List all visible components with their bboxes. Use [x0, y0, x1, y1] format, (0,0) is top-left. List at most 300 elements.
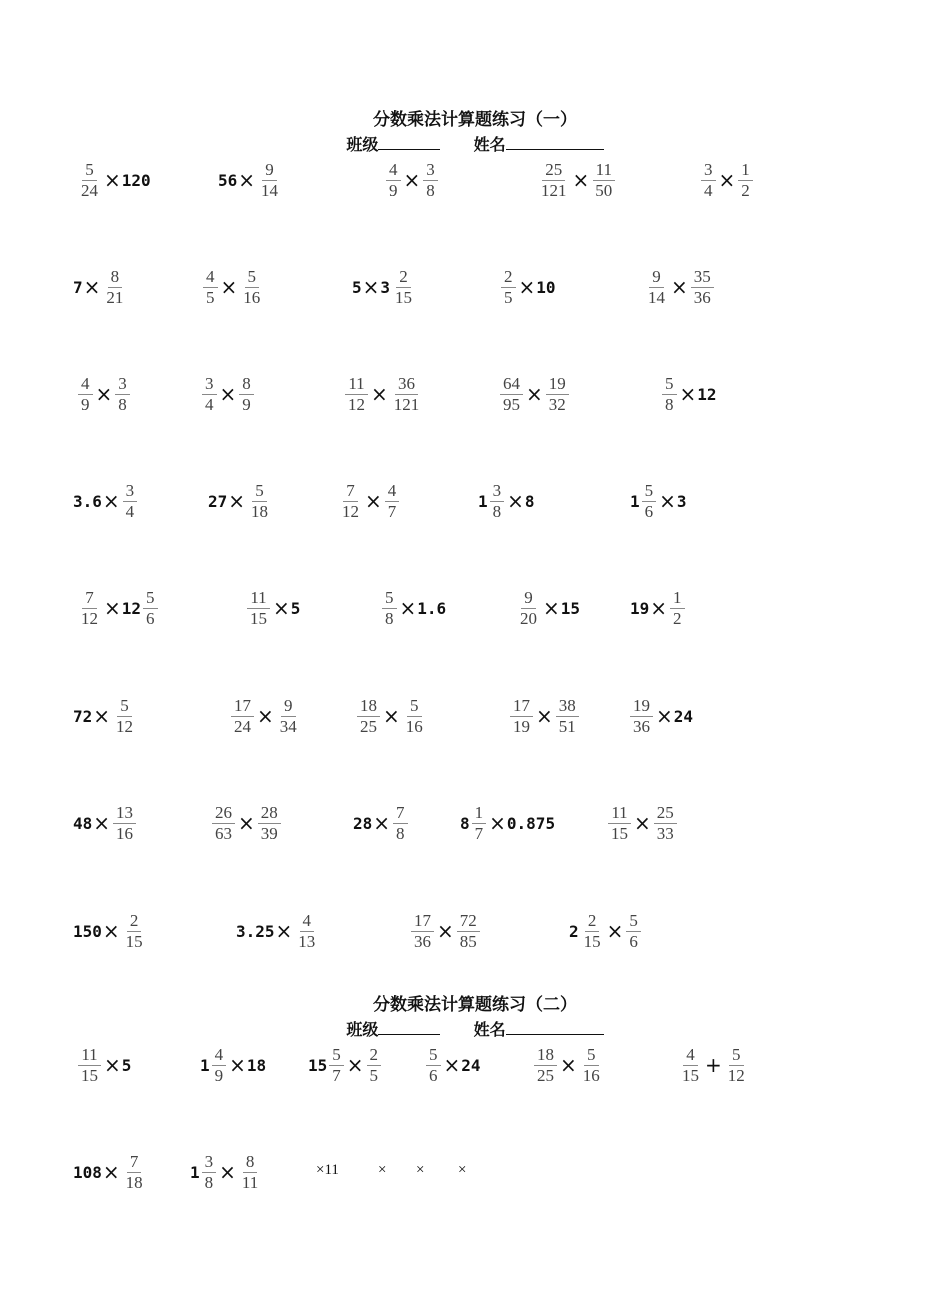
problem-expression — [73, 1144, 148, 1200]
numerator: 2 — [127, 911, 142, 932]
numerator: 2 — [396, 267, 411, 288]
denominator: 4 — [704, 180, 713, 200]
numerator: 25 — [654, 803, 677, 824]
numerator: 19 — [630, 696, 653, 717]
problem-expression — [73, 688, 138, 744]
denominator: 15 — [395, 287, 413, 307]
numerator: 13 — [113, 803, 136, 824]
times-operator: × — [443, 1053, 461, 1077]
fraction — [345, 374, 368, 415]
fraction — [510, 696, 533, 737]
denominator: 25 — [360, 716, 377, 736]
denominator: 7 — [332, 1065, 341, 1085]
fraction — [393, 803, 408, 844]
numerator: 3 — [123, 481, 138, 502]
denominator: 15 — [611, 823, 628, 843]
number: 19 — [630, 598, 650, 618]
numerator: 64 — [500, 374, 523, 395]
number: 8 — [460, 813, 470, 833]
times-operator: × — [403, 168, 421, 192]
numerator: 4 — [683, 1045, 698, 1066]
numerator: 36 — [395, 374, 418, 395]
numerator: 5 — [642, 481, 657, 502]
numerator: 3 — [490, 481, 505, 502]
denominator: 15 — [583, 931, 601, 951]
problem-expression — [460, 795, 555, 851]
problem-expression — [355, 688, 428, 744]
times-operator: × — [102, 919, 120, 943]
fraction — [630, 696, 653, 737]
fraction — [472, 803, 487, 844]
numerator: 8 — [243, 1152, 258, 1173]
fraction — [248, 481, 271, 522]
denominator: 15 — [682, 1065, 699, 1085]
fraction — [501, 267, 516, 308]
numerator: 5 — [584, 1045, 599, 1066]
number: 24 — [673, 706, 694, 726]
numerator: 9 — [281, 696, 296, 717]
denominator: 18 — [251, 501, 269, 521]
denominator: 5 — [369, 1065, 379, 1085]
fraction — [679, 1045, 702, 1086]
numerator: 38 — [556, 696, 579, 717]
times-operator: × — [220, 275, 238, 299]
section-2-title: 分数乘法计算题练习（二） — [373, 995, 577, 1015]
numerator: 8 — [108, 267, 123, 288]
numerator: 4 — [386, 160, 401, 181]
fraction — [202, 1152, 217, 1193]
times-operator: × — [102, 489, 120, 513]
denominator: 63 — [215, 823, 232, 843]
fraction — [103, 267, 126, 308]
fraction — [386, 160, 401, 201]
times-operator: × — [95, 382, 113, 406]
fraction — [556, 696, 579, 737]
fraction — [382, 588, 397, 629]
fraction — [701, 160, 716, 201]
denominator: 8 — [492, 501, 502, 521]
numerator: 18 — [357, 696, 380, 717]
number: 1 — [190, 1162, 200, 1182]
denominator: 9 — [81, 394, 90, 414]
problem-expression — [384, 152, 440, 208]
denominator: 6 — [644, 501, 654, 521]
problem-expression — [606, 795, 679, 851]
denominator: 14 — [648, 287, 665, 307]
problem-expression — [699, 152, 755, 208]
fraction — [277, 696, 300, 737]
number: 5 — [290, 598, 301, 618]
fraction — [691, 267, 714, 308]
problem-expression — [200, 1037, 266, 1093]
denominator: 21 — [106, 287, 124, 307]
problem-expression — [677, 1037, 750, 1093]
denominator: 24 — [234, 716, 251, 736]
denominator: 36 — [693, 287, 711, 307]
problem-expression — [569, 903, 643, 959]
numerator: 1 — [738, 160, 753, 181]
problem-expression — [515, 580, 580, 636]
numerator: 11 — [247, 588, 269, 609]
fraction — [642, 481, 657, 522]
name-label: 姓名 — [473, 1020, 506, 1039]
denominator: 15 — [81, 1065, 98, 1085]
number: 3.6 — [73, 491, 102, 511]
number: 150 — [73, 921, 102, 941]
fraction — [339, 481, 362, 522]
number: 48 — [73, 813, 93, 833]
number: 24 — [461, 1055, 481, 1075]
times-operator: × — [507, 489, 524, 513]
problem-expression — [630, 473, 687, 529]
problem-expression — [73, 259, 128, 315]
fraction — [403, 696, 426, 737]
numerator: 4 — [385, 481, 400, 502]
fraction — [411, 911, 434, 952]
number: 108 — [73, 1162, 102, 1182]
fraction — [123, 481, 138, 522]
times-operator: × — [671, 275, 688, 299]
denominator: 9 — [389, 180, 398, 200]
times-operator: × — [526, 382, 543, 406]
problem-expression — [628, 688, 693, 744]
denominator: 2 — [673, 608, 682, 628]
problem-expression — [73, 473, 139, 529]
fraction — [247, 588, 270, 629]
fraction — [258, 803, 281, 844]
problem-expression — [201, 259, 265, 315]
number: 1 — [200, 1055, 210, 1075]
numerator: 18 — [534, 1045, 557, 1066]
numerator: 7 — [82, 588, 97, 609]
fraction — [457, 911, 480, 952]
times-operator: × — [83, 275, 101, 299]
times-operator: × — [437, 919, 454, 943]
name-blank[interactable] — [506, 134, 604, 150]
times-operator: × — [104, 168, 121, 192]
numerator: 17 — [231, 696, 254, 717]
fraction — [500, 374, 523, 415]
denominator: 12 — [342, 501, 359, 521]
number: 0.875 — [506, 813, 556, 833]
fraction — [240, 267, 263, 308]
fraction — [258, 160, 281, 201]
problem-expression — [76, 580, 160, 636]
times-operator: × — [275, 919, 293, 943]
fraction — [546, 374, 569, 415]
times-operator: × — [373, 811, 391, 835]
times-operator: × — [102, 1160, 120, 1184]
number: 5 — [352, 277, 362, 297]
numerator: 5 — [143, 588, 158, 609]
numerator: 7 — [127, 1152, 142, 1173]
denominator: 2 — [741, 180, 750, 200]
numerator: 19 — [546, 374, 569, 395]
fraction — [426, 1045, 441, 1086]
fraction — [113, 803, 136, 844]
fraction — [725, 1045, 748, 1086]
number: 5 — [121, 1055, 132, 1075]
times-operator: × — [93, 704, 111, 728]
numerator: 11 — [608, 803, 630, 824]
problem-expression — [352, 259, 417, 315]
number: 56 — [218, 170, 238, 190]
fraction — [202, 374, 217, 415]
number: 1.6 — [417, 598, 447, 618]
denominator: 6 — [429, 1065, 438, 1085]
denominator: 16 — [405, 716, 423, 736]
numerator: 72 — [457, 911, 480, 932]
number: 7 — [73, 277, 83, 297]
denominator: 39 — [260, 823, 278, 843]
denominator: 15 — [125, 931, 143, 951]
numerator: 5 — [626, 911, 641, 932]
times-operator: × — [229, 1053, 246, 1077]
times-operator: × — [104, 596, 121, 620]
fraction — [143, 588, 158, 629]
problem-expression — [478, 473, 535, 529]
fraction — [392, 267, 415, 308]
denominator: 20 — [520, 608, 537, 628]
number: 10 — [536, 277, 556, 297]
times-operator: × — [650, 596, 668, 620]
numerator: 5 — [729, 1045, 744, 1066]
times-operator: × — [572, 168, 590, 192]
times-operator: × — [383, 704, 400, 728]
numerator: 11 — [345, 374, 367, 395]
numerator: 3 — [423, 160, 438, 181]
plus-operator: + — [705, 1053, 722, 1077]
fraction — [78, 1045, 101, 1086]
fraction — [654, 803, 677, 844]
problem-expression — [210, 795, 283, 851]
number: 1 — [630, 491, 640, 511]
number: 8 — [524, 491, 535, 511]
denominator: 85 — [459, 931, 477, 951]
stray-operator: × — [458, 1162, 467, 1178]
numerator: 4 — [78, 374, 93, 395]
denominator: 15 — [250, 608, 267, 628]
problem-expression — [190, 1144, 263, 1200]
fraction — [239, 1152, 261, 1193]
problem-expression — [76, 152, 151, 208]
number: 27 — [208, 491, 228, 511]
denominator: 12 — [116, 716, 134, 736]
problem-expression — [499, 259, 556, 315]
numerator: 3 — [202, 1152, 217, 1173]
number: 18 — [246, 1055, 267, 1075]
number: 2 — [569, 921, 579, 941]
times-operator: × — [560, 1053, 577, 1077]
number: 3 — [676, 491, 687, 511]
times-operator: × — [679, 382, 697, 406]
denominator: 12 — [727, 1065, 745, 1085]
problem-expression — [353, 795, 410, 851]
fraction — [670, 588, 685, 629]
fraction — [538, 160, 570, 201]
number: 12 — [121, 598, 142, 618]
times-operator: × — [238, 168, 256, 192]
problem-expression — [424, 1037, 481, 1093]
numerator: 1 — [472, 803, 487, 824]
fraction — [738, 160, 753, 201]
fraction — [534, 1045, 557, 1086]
numerator: 28 — [258, 803, 281, 824]
denominator: 25 — [537, 1065, 554, 1085]
denominator: 12 — [348, 394, 365, 414]
numerator: 5 — [245, 267, 260, 288]
numerator: 9 — [649, 267, 664, 288]
problem-expression — [498, 366, 571, 422]
problem-expression — [337, 473, 401, 529]
problem-expression — [536, 152, 617, 208]
problem-expression — [76, 1037, 131, 1093]
denominator: 9 — [242, 394, 251, 414]
numerator: 5 — [382, 588, 397, 609]
times-operator: × — [659, 489, 676, 513]
number: 15 — [308, 1055, 328, 1075]
times-operator: × — [93, 811, 111, 835]
numerator: 8 — [239, 374, 254, 395]
denominator: 16 — [116, 823, 134, 843]
times-operator: × — [219, 1160, 236, 1184]
denominator: 18 — [125, 1172, 143, 1192]
numerator: 3 — [115, 374, 130, 395]
denominator: 95 — [503, 394, 520, 414]
numerator: 2 — [585, 911, 600, 932]
times-operator: × — [489, 811, 506, 835]
denominator: 4 — [205, 394, 214, 414]
numerator: 1 — [670, 588, 685, 609]
denominator: 8 — [385, 608, 394, 628]
stray-operator: × — [378, 1162, 387, 1178]
numerator: 25 — [542, 160, 565, 181]
numerator: 5 — [407, 696, 422, 717]
numerator: 5 — [252, 481, 267, 502]
fraction — [212, 1045, 227, 1086]
fraction — [123, 911, 146, 952]
fraction — [239, 374, 254, 415]
denominator: 51 — [558, 716, 576, 736]
times-operator: × — [536, 704, 553, 728]
denominator: 4 — [125, 501, 135, 521]
times-operator: × — [606, 919, 624, 943]
numerator: 5 — [329, 1045, 344, 1066]
numerator: 17 — [411, 911, 434, 932]
denominator: 34 — [279, 716, 297, 736]
fraction — [608, 803, 631, 844]
problem-expression — [508, 688, 581, 744]
denominator: 6 — [629, 931, 638, 951]
denominator: 9 — [214, 1065, 224, 1085]
numerator: 9 — [262, 160, 277, 181]
fraction — [626, 911, 641, 952]
class-blank[interactable] — [378, 134, 440, 150]
numerator: 3 — [202, 374, 217, 395]
fraction — [391, 374, 423, 415]
numerator: 4 — [203, 267, 218, 288]
times-operator: × — [371, 382, 388, 406]
number: 1 — [478, 491, 488, 511]
problem-expression — [208, 473, 273, 529]
denominator: 36 — [633, 716, 650, 736]
class-blank[interactable] — [378, 1019, 440, 1035]
times-operator: × — [399, 596, 417, 620]
fraction — [357, 696, 380, 737]
problem-expression — [76, 366, 132, 422]
fraction — [115, 374, 130, 415]
numerator: 11 — [593, 160, 615, 181]
problem-expression — [236, 903, 320, 959]
numerator: 2 — [367, 1045, 382, 1066]
problem-expression — [532, 1037, 605, 1093]
number: 28 — [353, 813, 373, 833]
fraction — [592, 160, 615, 201]
stray-operator: ×11 — [316, 1162, 339, 1178]
fraction — [295, 911, 318, 952]
stray-operator: × — [416, 1162, 425, 1178]
problem-expression — [200, 366, 256, 422]
fraction — [78, 588, 101, 629]
denominator: 24 — [81, 180, 98, 200]
fraction — [367, 1045, 382, 1086]
numerator: 2 — [501, 267, 516, 288]
problem-expression — [660, 366, 717, 422]
numerator: 7 — [343, 481, 358, 502]
denominator: 36 — [414, 931, 431, 951]
times-operator: × — [273, 596, 290, 620]
numerator: 5 — [662, 374, 677, 395]
denominator: 8 — [426, 180, 435, 200]
denominator: 8 — [204, 1172, 214, 1192]
denominator: 33 — [656, 823, 674, 843]
fraction — [581, 911, 604, 952]
fraction — [212, 803, 235, 844]
times-operator: × — [656, 704, 673, 728]
times-operator: × — [718, 168, 736, 192]
problem-expression — [380, 580, 446, 636]
fraction — [231, 696, 254, 737]
number: 120 — [121, 170, 151, 190]
denominator: 16 — [582, 1065, 600, 1085]
denominator: 12 — [81, 608, 98, 628]
fraction — [645, 267, 668, 308]
denominator: 13 — [298, 931, 316, 951]
problem-expression — [218, 152, 283, 208]
problem-expression — [73, 903, 148, 959]
fraction — [580, 1045, 603, 1086]
fraction — [385, 481, 400, 522]
denominator: 11 — [241, 1172, 259, 1192]
fraction — [123, 1152, 146, 1193]
denominator: 8 — [396, 823, 405, 843]
denominator: 5 — [504, 287, 513, 307]
denominator: 121 — [393, 394, 420, 414]
name-blank[interactable] — [506, 1019, 604, 1035]
numerator: 11 — [78, 1045, 100, 1066]
denominator: 8 — [665, 394, 674, 414]
fraction — [78, 374, 93, 415]
denominator: 8 — [118, 394, 127, 414]
number: 3 — [380, 277, 391, 297]
number: 12 — [697, 384, 717, 404]
name-label: 姓名 — [473, 135, 506, 154]
fraction — [329, 1045, 344, 1086]
denominator: 5 — [206, 287, 215, 307]
problem-expression — [630, 580, 687, 636]
problem-expression — [643, 259, 716, 315]
denominator: 14 — [261, 180, 279, 200]
